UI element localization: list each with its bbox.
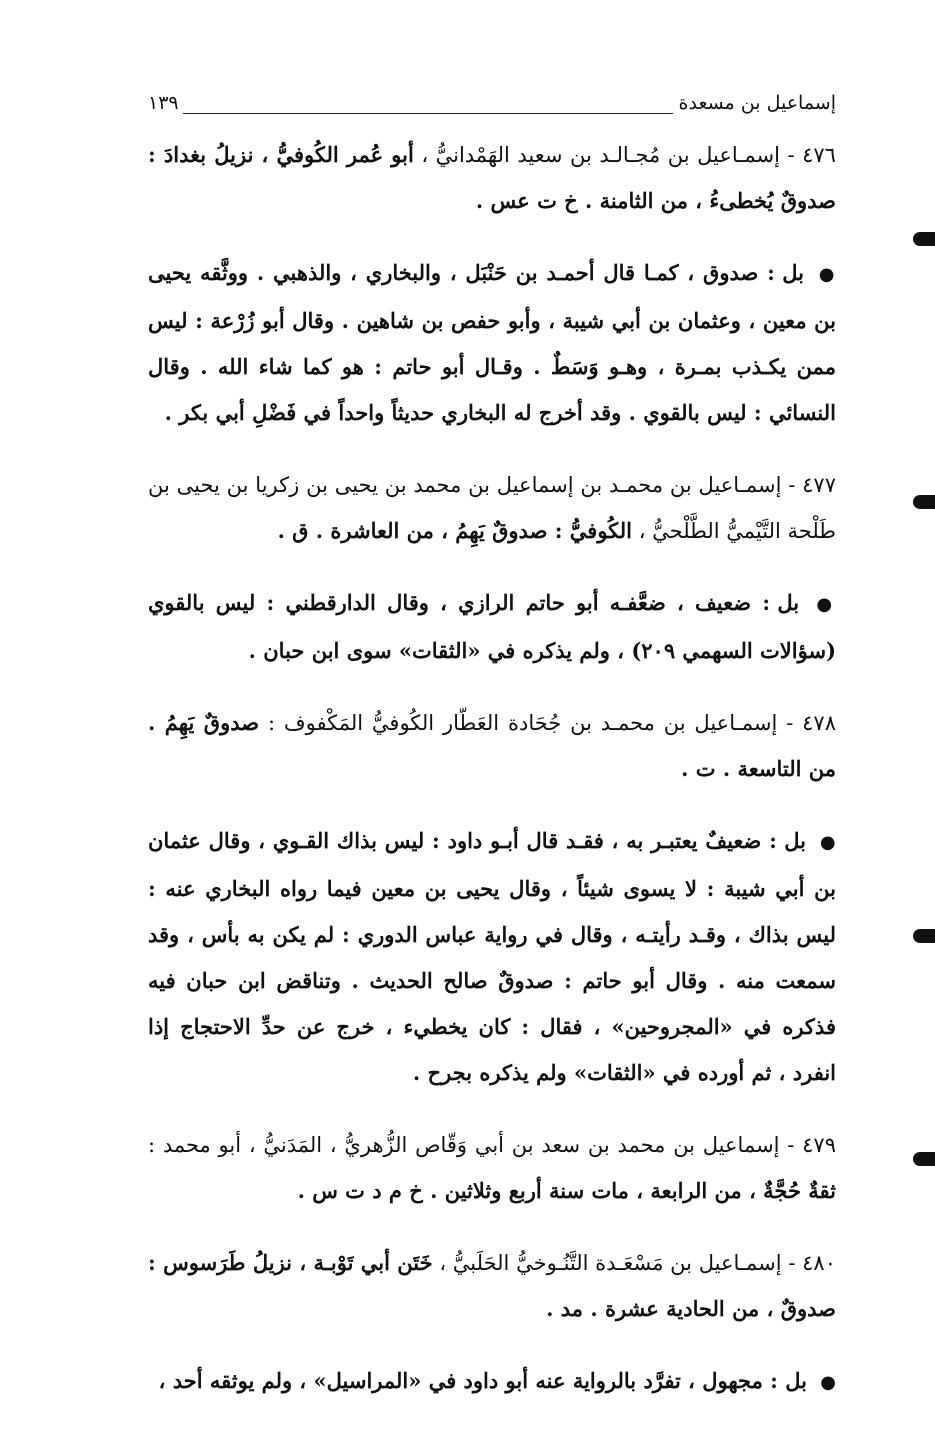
- narrator-name: إسمـاعيل بن محمـد بن إسماعيل بن محمد بن يحيى بن زكريا بن يحيى بن طَلْحة التَّيْميُّ الطَّلْحيُّ ،: [148, 473, 836, 543]
- entry-number: ٤٨٠ -: [788, 1251, 836, 1275]
- entry-476: [148, 132, 836, 224]
- page-edge-mark: [913, 929, 935, 943]
- header-rule: [183, 100, 673, 114]
- comment-477: [148, 580, 836, 674]
- narrator-name: إسماعيل بن محمد بن سعد بن أبي وَقّاص الزُّهريُّ ، المَدَنيُّ ، أبو محمد :: [148, 1133, 780, 1157]
- page-body: [148, 132, 836, 1432]
- page-edge-mark: [913, 495, 935, 509]
- bullet-icon: ●: [818, 264, 836, 285]
- bullet-icon: ●: [820, 1372, 836, 1393]
- comment-480: [148, 1358, 836, 1406]
- narrator-name: إسمـاعيل بن مُجـالـد بن سعيد الهَمْدانيُّ ،: [421, 143, 780, 167]
- bullet-icon: ●: [816, 594, 837, 615]
- entry-478: [148, 700, 836, 792]
- page-number: ١٣٩: [148, 92, 179, 114]
- comment-text: بل : ضعيفٌ يعتبـر به ، فقـد قال أبـو داود : ليس بذاك القـوي ، وقال عثمان بن أبي شيبة : لا يسوى شيئاً ، وقال يحيى بن معين فيما رواه البخاري عنه : ليس بذاك ، وقـد رأيتـه ، وقال في رواية عباس الدوري : لم يكن به بأس ، وقد سمعت منه . وقال أبو حاتم : صدوقٌ صالح الحديث . وتناقض ابن حبان فيه فذكره في «المجروحين» ، فقال : كان يخطيء ، خرج عن حدِّ الاحتجاج إذا انفرد ، ثم أورده في «الثقات» ولم يذكره بجرح .: [148, 828, 836, 1085]
- page-edge-mark: [913, 1152, 935, 1166]
- narrator-name: إسمـاعيل بن مَسْعَـدة التَّنُـوخيُّ الحَلَبيُّ ،: [439, 1251, 782, 1275]
- entry-grade: خَتَن أبي تَوْبـة ، نزيلُ طَرَسوس : صدوقٌ ، من الحادية عشرة . مد .: [148, 1250, 836, 1321]
- running-header: [148, 88, 836, 114]
- entry-grade: الكُوفيُّ : صدوقٌ يَهِمُ ، من العاشرة . ق .: [277, 518, 632, 543]
- entry-480: [148, 1240, 836, 1332]
- narrator-name: إسمـاعيل بن محمـد بن جُحَادة العَطّار الكُوفيُّ المَكْفوف :: [267, 711, 778, 735]
- entry-number: ٤٧٨ -: [786, 711, 836, 735]
- comment-478: [148, 818, 836, 1096]
- entry-grade: صدوقٌ يَهِمُ . من التاسعة . ت .: [148, 710, 836, 781]
- entry-479: [148, 1122, 836, 1214]
- running-title: إسماعيل بن مسعدة: [678, 92, 836, 114]
- entry-grade: أبو عُمر الكُوفيُّ ، نزيلُ بغدادَ : صدوقٌ يُخطىءُ ، من الثامنة . خ ت عس .: [148, 142, 836, 213]
- comment-text: بل : ضعيف ، ضعَّفـه أبو حاتم الرازي ، وقال الدارقطني : ليس بالقوي (سؤالات السهمي ٢٠٩) ، ولم يذكره في «الثقات» سوى ابن حبان .: [148, 590, 836, 663]
- entry-number: ٤٧٧ -: [788, 473, 836, 497]
- comment-text: بل : صدوق ، كمـا قال أحمـد بن حَنْبَل ، والبخاري ، والذهبي . ووثَّقه يحيى بن معين ، وعثمان بن أبي شيبة ، وأبو حفص بن شاهين . وقال أبو زُرْعة : ليس ممن يكـذب بمـرة ، وهـو وَسَطٌ . وقـال أبو حاتم : هو كما شاء الله . وقال النسائي : ليس بالقوي . وقد أخرج له البخاري حديثاً واحداً في فَضْلِ أبي بكر .: [148, 260, 836, 425]
- entry-477: [148, 462, 836, 554]
- bullet-icon: ●: [819, 832, 837, 853]
- entry-number: ٤٧٦ -: [787, 143, 836, 167]
- entry-grade: ثقةٌ حُجَّةٌ ، من الرابعة ، مات سنة أربع وثلاثين . خ م د ت س .: [297, 1178, 836, 1203]
- comment-476: [148, 250, 836, 436]
- comment-text: بل : مجهول ، تفرَّد بالرواية عنه أبو داود في «المراسيل» ، ولم يوثقه أحد ،: [158, 1368, 807, 1393]
- entry-number: ٤٧٩ -: [787, 1133, 836, 1157]
- page-edge-mark: [913, 232, 935, 246]
